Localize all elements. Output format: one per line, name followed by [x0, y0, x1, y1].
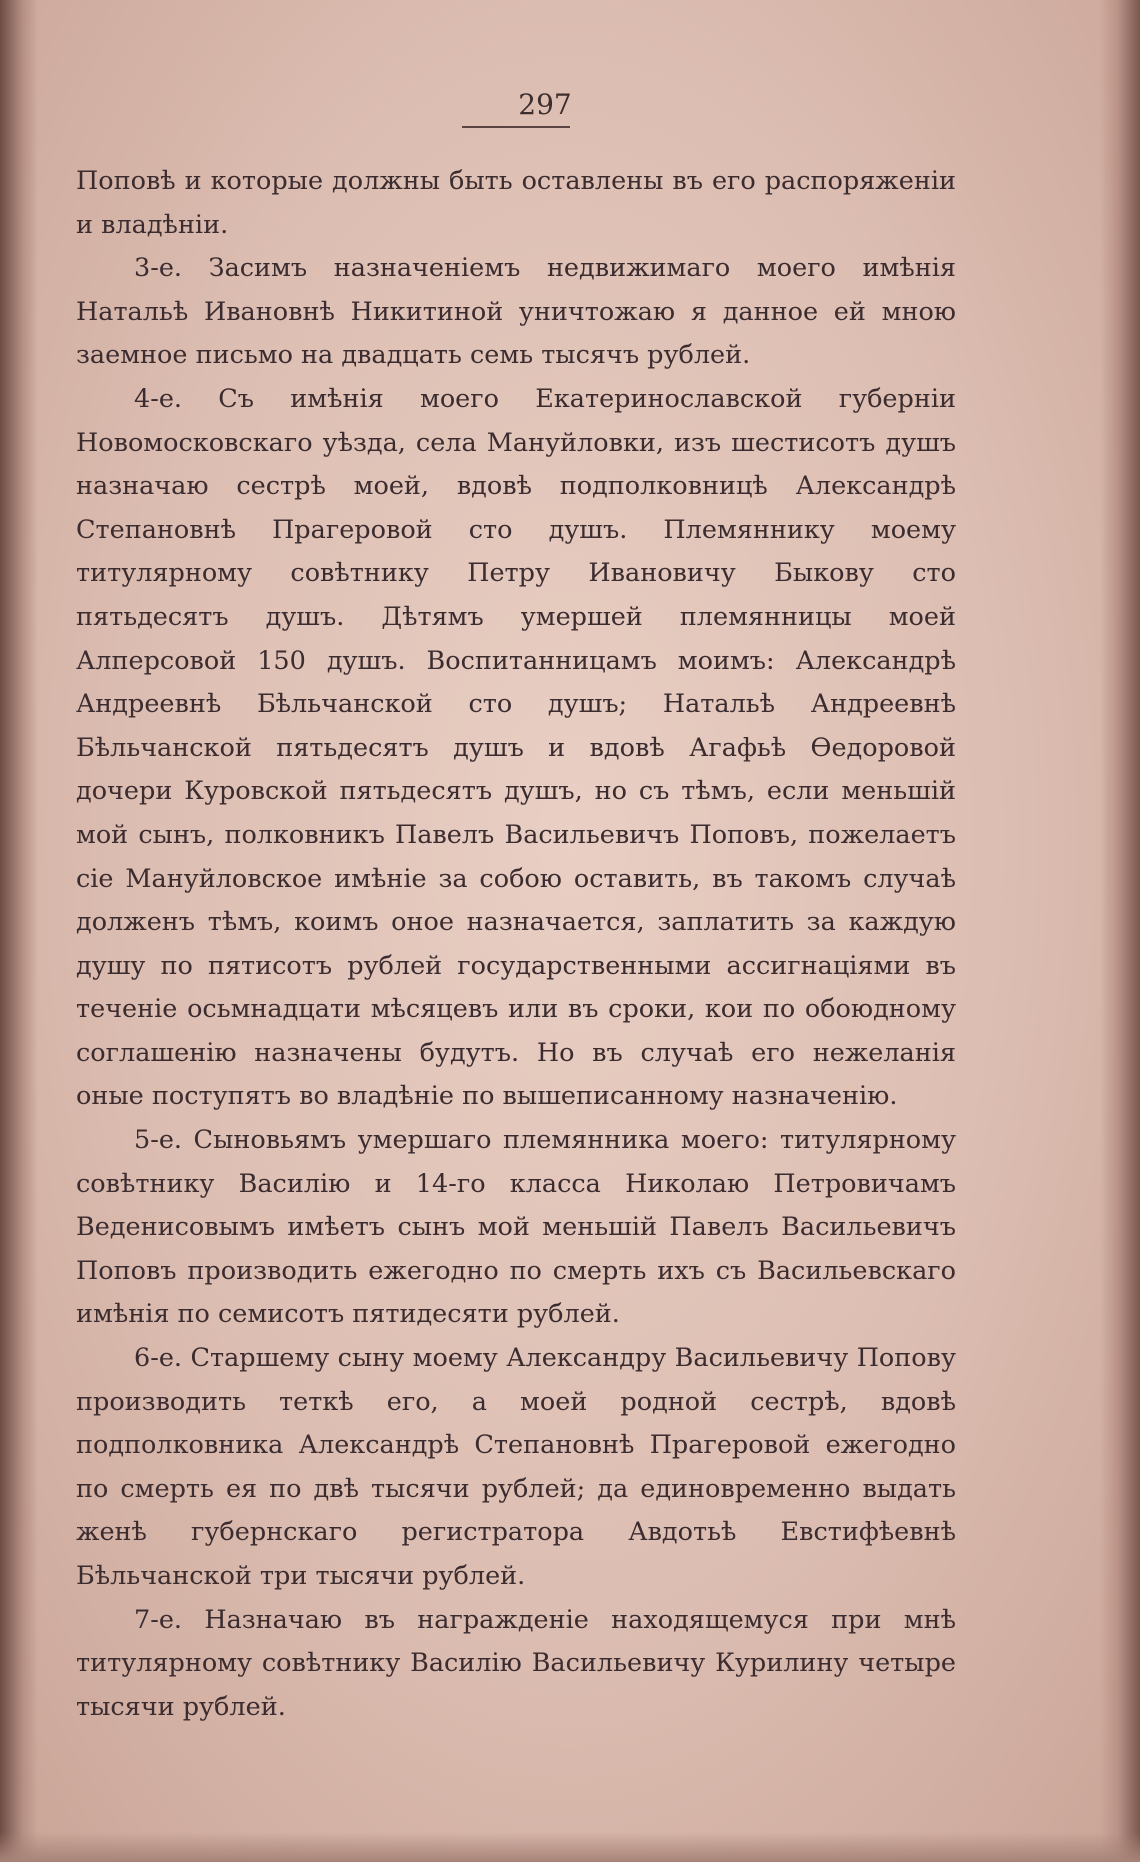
page-shadow-right [1100, 0, 1140, 1862]
page-number-underline [462, 126, 570, 128]
paragraph-item-6: 6-е. Старшему сыну моему Александру Васильевичу Попову производить теткѣ его, а моей родной сестрѣ, вдовѣ подполковника Александрѣ Степановнѣ Прагеровой ежегодно по смерть ея по двѣ тысячи рублей; да единовременно выдать женѣ губернскаго регистратора Авдотьѣ Евстифѣевнѣ Бѣльчанской три тысячи рублей. [76, 1343, 956, 1591]
page-shadow-bottom [0, 1832, 1140, 1862]
paragraph-item-5: 5-е. Сыновьямъ умершаго племянника моего: титулярному совѣтнику Василію и 14-го класса Николаю Петровичамъ Веденисовымъ имѣетъ сынъ мой меньшій Павелъ Васильевичъ Поповъ производить ежегодно по смерть ихъ съ Васильевскаго имѣнія по семисотъ пятидесяти рублей. [76, 1125, 956, 1330]
paragraph-continuation: Поповѣ и которые должны быть оставлены въ его распоряженіи и владѣніи. [76, 166, 956, 240]
paragraph-item-4: 4-е. Съ имѣнія моего Екатеринославской губерніи Новомосковскаго уѣзда, села Мануйловки, изъ шестисотъ душъ назначаю сестрѣ моей, вдовѣ подполковницѣ Александрѣ Степановнѣ Прагеровой сто душъ. Племяннику моему титулярному совѣтнику Петру Ивановичу Быкову сто пятьдесятъ душъ. Дѣтямъ умершей племянницы моей Алперсовой 150 душъ. Воспитанницамъ моимъ: Александрѣ Андреевнѣ Бѣльчанской сто душъ; Натальѣ Андреевнѣ Бѣльчанской пятьдесятъ душъ и вдовѣ Агафьѣ Ѳедоровой дочери Куровской пятьдесятъ душъ, но съ тѣмъ, если меньшій мой сынъ, полковникъ Павелъ Васильевичъ Поповъ, пожелаетъ сіе Мануйловское имѣніе за собою оставить, въ такомъ случаѣ долженъ тѣмъ, коимъ оное назначается, заплатить за каждую душу по пятисотъ рублей государственными ассигнаціями въ теченіе осьмнадцати мѣсяцевъ или въ сроки, кои по обоюдному соглашенію назначены будутъ. Но въ случаѣ его нежеланія оные поступятъ во владѣніе по вышеписанному назначенію. [76, 383, 956, 1112]
body-text [76, 160, 956, 1729]
paragraph-item-7: 7-е. Назначаю въ награжденіе находящемуся при мнѣ титулярному совѣтнику Василію Васильевичу Курилину четыре тысячи рублей. [76, 1604, 956, 1722]
page-shadow-left [0, 0, 38, 1862]
paragraph-item-3: 3-е. Засимъ назначеніемъ недвижимаго моего имѣнія Натальѣ Ивановнѣ Никитиной уничтожаю я данное ей мною заемное письмо на двадцать семь тысячъ рублей. [76, 253, 956, 371]
page-number: 297 [518, 88, 572, 121]
